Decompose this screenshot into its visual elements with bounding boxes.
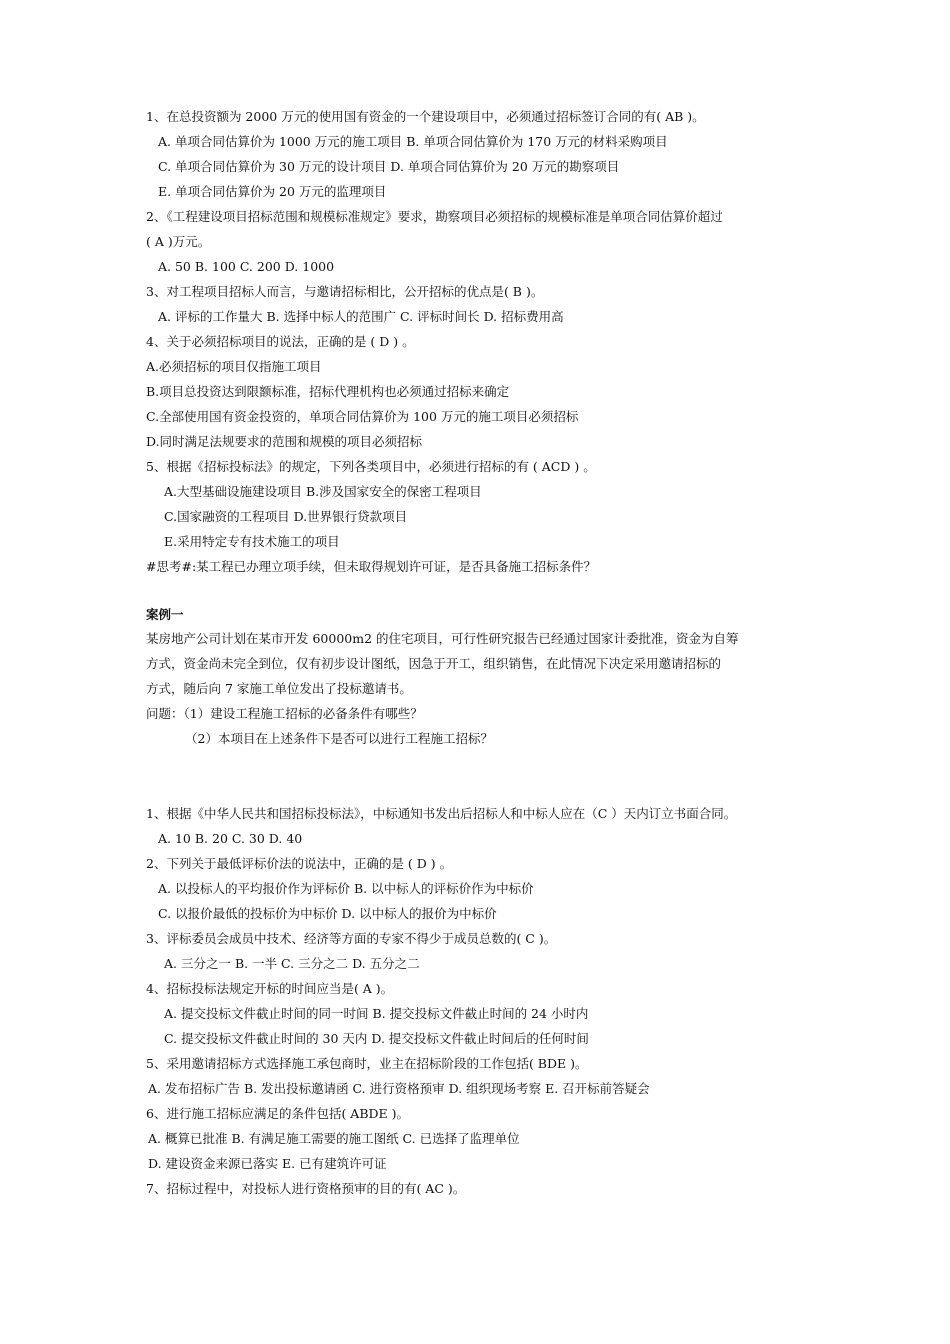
text-line: D.同时满足法规要求的范围和规模的项目必须招标 (146, 434, 423, 449)
text-line: E.采用特定专有技术施工的项目 (164, 534, 340, 549)
text-line: C.国家融资的工程项目 D.世界银行贷款项目 (164, 509, 408, 524)
text-line: （2）本项目在上述条件下是否可以进行工程施工招标？ (185, 731, 493, 746)
text-line: A. 以投标人的平均报价作为评标价 B. 以中标人的评标价作为中标价 (158, 881, 534, 896)
text-line: B.项目总投资达到限额标准，招标代理机构也必须通过招标来确定 (146, 384, 510, 399)
text-line: A.必须招标的项目仅指施工项目 (146, 359, 322, 374)
text-line: A. 三分之一 B. 一半 C. 三分之二 D. 五分之二 (164, 956, 420, 971)
text-line: 6、进行施工招标应满足的条件包括( ABDE )。 (146, 1106, 410, 1121)
text-line: 2、下列关于最低评标价法的说法中，正确的是 ( D ) 。 (146, 856, 453, 871)
text-line: A. 50 B. 100 C. 200 D. 1000 (158, 259, 335, 274)
text-line: A. 提交投标文件截止时间的同一时间 B. 提交投标文件截止时间的 24 小时内 (164, 1006, 589, 1021)
text-line: 1、根据《中华人民共和国招标投标法》，中标通知书发出后招标人和中标人应在（C ）天内订立书面合同。 (146, 806, 737, 821)
text-line: 7、招标过程中，对投标人进行资格预审的目的有( AC )。 (146, 1181, 466, 1196)
section-heading: 案例一 (146, 607, 184, 622)
text-line: 某房地产公司计划在某市开发 60000m2 的住宅项目，可行性研究报告已经通过国家计委批准，资金为自筹 (146, 631, 739, 646)
text-line: 1、在总投资额为 2000 万元的使用国有资金的一个建设项目中，必须通过招标签订合同的有( AB )。 (146, 109, 705, 124)
text-line: 问题：（1）建设工程施工招标的必备条件有哪些？ (146, 706, 423, 721)
text-line: 3、评标委员会成员中技术、经济等方面的专家不得少于成员总数的( C )。 (146, 931, 557, 946)
text-line: #思考#:某工程已办理立项手续，但未取得规划许可证，是否具备施工招标条件？ (146, 559, 597, 574)
text-line: 方式，随后向 7 家施工单位发出了投标邀请书。 (146, 681, 412, 696)
text-line: E. 单项合同估算价为 20 万元的监理项目 (158, 184, 387, 199)
text-line: A. 评标的工作量大 B. 选择中标人的范围广 C. 评标时间长 D. 招标费用高 (158, 309, 564, 324)
text-line: 方式，资金尚未完全到位，仅有初步设计图纸，因急于开工，组织销售，在此情况下决定采用邀请招标的 (146, 656, 722, 671)
text-line: A. 发布招标广告 B. 发出投标邀请函 C. 进行资格预审 D. 组织现场考察 E. 召开标前答疑会 (148, 1081, 650, 1096)
text-line: A.大型基础设施建设项目 B.涉及国家安全的保密工程项目 (164, 484, 482, 499)
text-line: A. 单项合同估算价为 1000 万元的施工项目 B. 单项合同估算价为 170 万元的材料采购项目 (158, 134, 668, 149)
text-line: C. 提交投标文件截止时间的 30 天内 D. 提交投标文件截止时间后的任何时间 (164, 1031, 589, 1046)
text-line: A. 概算已批准 B. 有满足施工需要的施工图纸 C. 已选择了监理单位 (148, 1131, 520, 1146)
text-line: 4、关于必须招标项目的说法，正确的是 ( D ) 。 (146, 334, 415, 349)
text-line: 5、采用邀请招标方式选择施工承包商时，业主在招标阶段的工作包括( BDE )。 (146, 1056, 588, 1071)
text-line: C. 以报价最低的投标价为中标价 D. 以中标人的报价为中标价 (158, 906, 497, 921)
text-line: ( A )万元。 (146, 234, 211, 249)
text-line: C. 单项合同估算价为 30 万元的设计项目 D. 单项合同估算价为 20 万元的勘察项目 (158, 159, 620, 174)
text-line: 3、对工程项目招标人而言，与邀请招标相比，公开招标的优点是( B )。 (146, 284, 544, 299)
text-line: A. 10 B. 20 C. 30 D. 40 (158, 831, 303, 846)
text-line: 2、《工程建设项目招标范围和规模标准规定》要求，勘察项目必须招标的规模标准是单项合同估算价超过 (146, 209, 723, 224)
text-line: D. 建设资金来源已落实 E. 已有建筑许可证 (148, 1156, 387, 1171)
text-line: C.全部使用国有资金投资的，单项合同估算价为 100 万元的施工项目必须招标 (146, 409, 579, 424)
text-line: 5、根据《招标投标法》的规定，下列各类项目中，必须进行招标的有 ( ACD ) 。 (146, 459, 596, 474)
text-line: 4、招标投标法规定开标的时间应当是( A )。 (146, 981, 394, 996)
